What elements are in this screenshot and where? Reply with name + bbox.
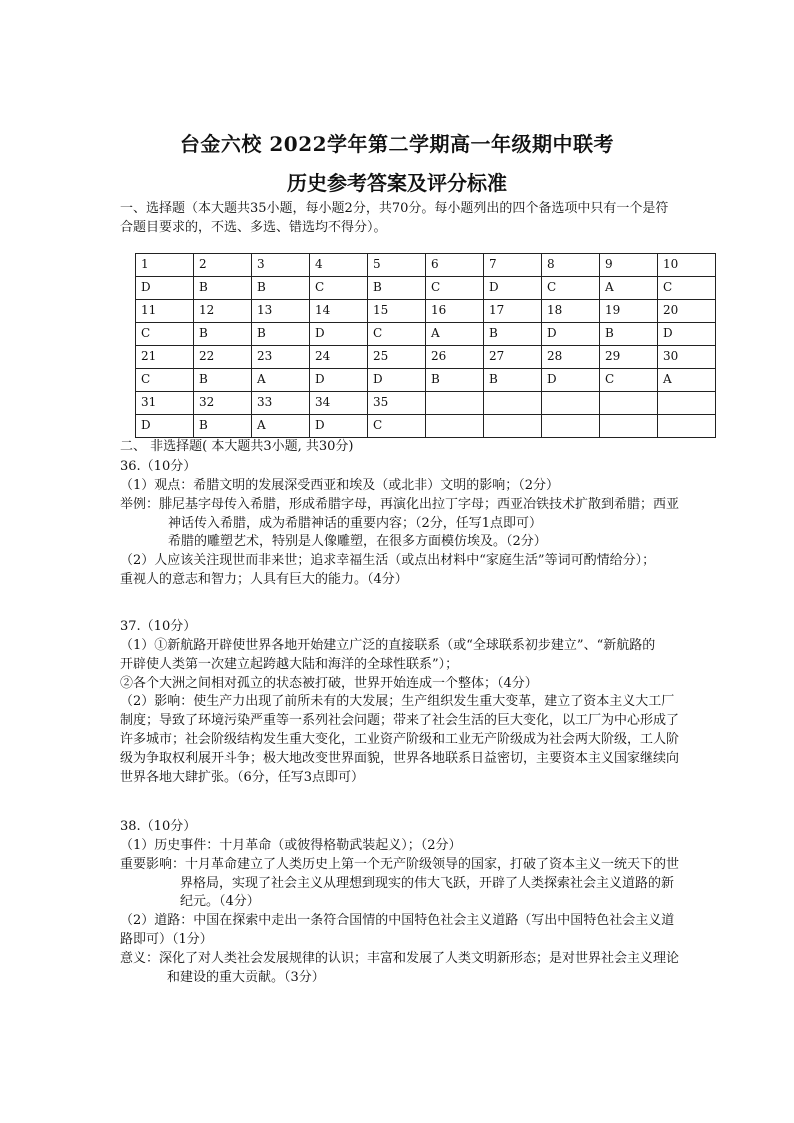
question-number-cell: 23	[252, 346, 310, 369]
answer-cell: C	[310, 277, 368, 300]
question-number-cell: 11	[136, 300, 194, 323]
answer-row	[136, 369, 716, 392]
question-number-cell: 2	[194, 254, 252, 277]
question-number-cell: 15	[368, 300, 426, 323]
question-number-cell: 31	[136, 392, 194, 415]
question-number-cell: 18	[542, 300, 600, 323]
q37-title: 37.（10分）	[120, 619, 197, 634]
answer-cell: A	[658, 369, 716, 392]
exam-title: 台金六校 2022学年第二学期高一年级期中联考	[179, 132, 615, 156]
answer-cell: A	[426, 323, 484, 346]
question-number-cell: 34	[310, 392, 368, 415]
question-number-cell: 12	[194, 300, 252, 323]
answer-cell: D	[484, 277, 542, 300]
section1-heading-line1: 一、选择题（本大题共35小题，每小题2分，共70分。每小题列出的四个备选项中只有一个是符	[120, 201, 669, 216]
q38-impact-line1: 重要影响：十月革命建立了人类历史上第一个无产阶级领导的国家，打破了资本主义一统天下的世	[120, 856, 680, 872]
question-number-cell: 32	[194, 392, 252, 415]
question-number-row	[136, 254, 716, 277]
q36-example-line2: 神话传入希腊，成为希腊神话的重要内容；（2分，任写1点即可）	[168, 515, 543, 531]
q38-impact-line3: 纪元。（4分）	[180, 894, 260, 910]
answer-cell: D	[310, 369, 368, 392]
answer-cell: D	[310, 323, 368, 346]
answer-cell: D	[658, 323, 716, 346]
question-number-cell: 19	[600, 300, 658, 323]
q36-example-line1: 举例：腓尼基字母传入希腊，形成希腊字母，再演化出拉丁字母；西亚冶铁技术扩散到希腊；西亚	[120, 496, 680, 512]
question-number-cell	[542, 392, 600, 415]
answer-cell: A	[252, 369, 310, 392]
question-number-cell	[658, 392, 716, 415]
question-number-cell: 4	[310, 254, 368, 277]
question-number-row	[136, 300, 716, 323]
answer-cell: B	[252, 323, 310, 346]
question-number-row	[136, 392, 716, 415]
question-number-cell: 27	[484, 346, 542, 369]
question-number-cell: 17	[484, 300, 542, 323]
answer-cell: B	[194, 277, 252, 300]
q37-part2-line4: 级为争取权利展开斗争；极大地改变世界面貌，世界各地联系日益密切，主要资本主义国家继续向	[120, 750, 680, 766]
answer-cell: C	[542, 277, 600, 300]
q36-part2-line1: （2）人应该关注现世而非来世；追求幸福生活（或点出材料中“家庭生活”等词可酌情给分）；	[120, 553, 656, 569]
question-number-cell	[600, 392, 658, 415]
question-number-cell: 21	[136, 346, 194, 369]
exam-subtitle: 历史参考答案及评分标准	[287, 171, 507, 195]
question-number-cell	[484, 392, 542, 415]
answer-cell: A	[600, 277, 658, 300]
answer-cell: C	[658, 277, 716, 300]
question-number-cell: 28	[542, 346, 600, 369]
answer-cell: D	[136, 277, 194, 300]
question-number-cell: 22	[194, 346, 252, 369]
answer-cell: D	[542, 323, 600, 346]
question-number-cell: 7	[484, 254, 542, 277]
answer-row	[136, 323, 716, 346]
answer-cell: B	[194, 369, 252, 392]
question-number-cell: 6	[426, 254, 484, 277]
section2-heading: 二、 非选择题( 本大题共3小题, 共30分)	[120, 439, 354, 454]
question-36	[120, 458, 695, 590]
answer-table	[135, 253, 716, 438]
answer-row	[136, 415, 716, 438]
q37-part2-line3: 许多城市；社会阶级结构发生重大变化，工业资产阶级和工业无产阶级成为社会两大阶级，工人阶	[120, 732, 680, 748]
question-number-cell: 26	[426, 346, 484, 369]
q36-example-line3: 希腊的雕塑艺术，特别是人像雕塑，在很多方面模仿埃及。（2分）	[168, 534, 547, 550]
q36-title: 36.（10分）	[120, 459, 197, 474]
q38-significance-line1: 意义：深化了对人类社会发展规律的认识；丰富和发展了人类文明新形态；是对世界社会主义理论	[120, 950, 680, 966]
q38-title: 38.（10分）	[120, 819, 197, 834]
question-number-cell	[426, 392, 484, 415]
question-number-cell: 10	[658, 254, 716, 277]
question-number-cell: 24	[310, 346, 368, 369]
question-38	[120, 818, 695, 988]
q38-significance-line2: 和建设的重大贡献。（3分）	[167, 969, 325, 985]
answer-cell: C	[600, 369, 658, 392]
question-number-row	[136, 346, 716, 369]
answer-cell: C	[136, 369, 194, 392]
question-number-cell: 8	[542, 254, 600, 277]
question-number-cell: 30	[658, 346, 716, 369]
question-number-cell: 14	[310, 300, 368, 323]
answer-cell: B	[484, 369, 542, 392]
answer-cell: B	[194, 323, 252, 346]
answer-cell: B	[194, 415, 252, 438]
section1-heading-line2: 合题目要求的，不选、多选、错选均不得分）。	[120, 219, 387, 235]
q38-impact-line2: 界格局，实现了社会主义从理想到现实的伟大飞跃，开辟了人类探索社会主义道路的新	[180, 875, 675, 891]
q38-part2-line1: （2）道路：中国在探索中走出一条符合国情的中国特色社会主义道路（写出中国特色社会主义道	[120, 913, 675, 929]
question-37	[120, 618, 695, 788]
answer-cell	[658, 415, 716, 438]
answer-cell: B	[368, 277, 426, 300]
answer-cell: B	[484, 323, 542, 346]
q36-part2-line2: 重视人的意志和智力；人具有巨大的能力。（4分）	[120, 572, 408, 588]
answer-cell: B	[426, 369, 484, 392]
question-number-cell: 16	[426, 300, 484, 323]
q37-part1-line3: ②各个大洲之间相对孤立的状态被打破，世界开始连成一个整体；（4分）	[120, 675, 538, 691]
question-number-cell: 5	[368, 254, 426, 277]
question-number-cell: 13	[252, 300, 310, 323]
q37-part1-line2: 开辟使人类第一次建立起跨越大陆和海洋的全球性联系”）；	[120, 656, 459, 672]
q36-part1: （1）观点：希腊文明的发展深受西亚和埃及（或北非）文明的影响；（2分）	[120, 477, 560, 493]
answer-cell: A	[252, 415, 310, 438]
answer-cell: D	[136, 415, 194, 438]
answer-cell	[484, 415, 542, 438]
answer-cell: C	[368, 323, 426, 346]
answer-cell: C	[136, 323, 194, 346]
q37-part1-line1: （1）①新航路开辟使世界各地开始建立广泛的直接联系（或“全球联系初步建立”、“新航路的	[120, 637, 656, 653]
question-number-cell: 3	[252, 254, 310, 277]
answer-cell: B	[252, 277, 310, 300]
answer-cell	[600, 415, 658, 438]
answer-cell: D	[542, 369, 600, 392]
question-number-cell: 35	[368, 392, 426, 415]
question-number-cell: 9	[600, 254, 658, 277]
answer-cell	[542, 415, 600, 438]
question-number-cell: 20	[658, 300, 716, 323]
question-number-cell: 29	[600, 346, 658, 369]
answer-cell: C	[426, 277, 484, 300]
answer-cell: C	[368, 415, 426, 438]
question-number-cell: 1	[136, 254, 194, 277]
q37-part2-line5: 世界各地大肆扩张。（6分，任写3点即可）	[120, 769, 365, 785]
section1-heading	[120, 200, 690, 238]
answer-cell: D	[310, 415, 368, 438]
question-number-cell: 25	[368, 346, 426, 369]
answer-cell: D	[368, 369, 426, 392]
q37-part2-line2: 制度；导致了环境污染严重等一系列社会问题；带来了社会生活的巨大变化，以工厂为中心形成了	[120, 713, 680, 729]
question-number-cell: 33	[252, 392, 310, 415]
q38-part1: （1）历史事件：十月革命（或彼得格勒武装起义）；（2分）	[120, 837, 462, 853]
q37-part2-line1: （2）影响：使生产力出现了前所未有的大发展；生产组织发生重大变革，建立了资本主义大工厂	[120, 694, 675, 710]
q38-part2-line2: 路即可）（1分）	[120, 932, 213, 948]
answer-cell	[426, 415, 484, 438]
answer-cell: B	[600, 323, 658, 346]
answer-row	[136, 277, 716, 300]
